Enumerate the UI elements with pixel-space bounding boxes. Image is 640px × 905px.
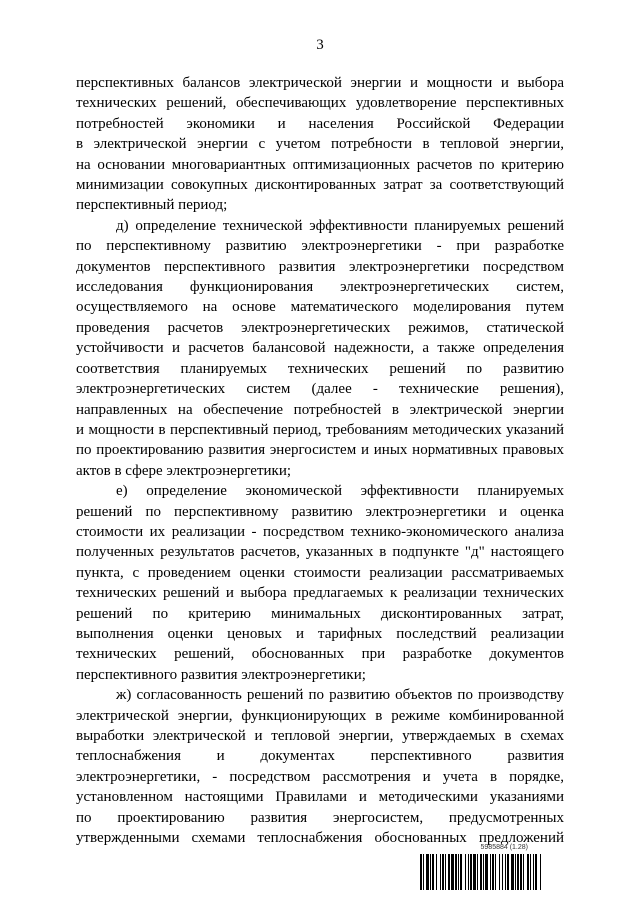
text-line: потребностей экономики и населения Российской Федерации xyxy=(76,115,564,132)
barcode-bar xyxy=(480,854,482,890)
barcode-bar xyxy=(445,854,446,890)
barcode-bar xyxy=(507,854,509,890)
text-line: полученных результатов расчетов, указанных в подпункте "д" настоящего xyxy=(76,544,564,561)
text-line: по проектированию развития энергосистем и иных нормативных правовых xyxy=(76,442,564,459)
barcode-bar xyxy=(430,854,431,890)
text-line: в электрической энергии с учетом потребности в тепловой энергии, xyxy=(76,136,564,153)
barcode-bar xyxy=(523,854,524,890)
text-line: документов перспективного развития электроэнергетики посредством xyxy=(76,258,564,275)
barcode-bar xyxy=(490,854,491,890)
text-line: пункта, с проведением оценки стоимости реализации рассматриваемых xyxy=(76,564,564,581)
text-line: решений по критерию минимальных дисконтированных затрат, xyxy=(76,605,564,622)
text-line: минимизации совокупных дисконтированных затрат за соответствующий xyxy=(76,177,564,194)
text-line: исследования функционирования электроэнергетических систем, xyxy=(76,279,564,296)
text-line: технических решений, обоснованных при разработке документов xyxy=(76,646,564,663)
text-line: электроэнергетики, - посредством рассмотрения и учета в порядке, xyxy=(76,768,564,785)
text-line: по проектированию развития энергосистем, предусмотренных xyxy=(76,809,564,826)
text-line: и мощности в перспективный период, требованиям методических указаний xyxy=(76,421,564,438)
barcode-bar xyxy=(465,854,466,890)
text-line: теплоснабжения и документах перспективного развития xyxy=(76,748,564,765)
barcode-bar xyxy=(468,854,469,890)
text-line: перспективный период; xyxy=(76,197,228,214)
barcode-bar xyxy=(520,854,522,890)
barcode-bar xyxy=(485,854,488,890)
barcode-bar xyxy=(527,854,529,890)
text-line: электроэнергетических систем (далее - технические решения), xyxy=(76,381,564,398)
text-line: д) определение технической эффективности планируемых решений xyxy=(116,217,564,234)
text-line: установленном настоящими Правилами и методическими указаниями xyxy=(76,789,564,806)
barcode-bar xyxy=(440,854,441,890)
text-line: по перспективному развитию электроэнергетики - при разработке xyxy=(76,238,564,255)
text-line: устойчивости и расчетов балансовой надежности, а также определения xyxy=(76,340,564,357)
text-line: решений по перспективному развитию электроэнергетики и оценка xyxy=(76,503,564,520)
barcode-bar xyxy=(442,854,444,890)
barcode-bar xyxy=(515,854,516,890)
text-line: технических решений и выбора предлагаемых к реализации технических xyxy=(76,585,564,602)
barcode-bar xyxy=(535,854,537,890)
barcode-bar xyxy=(530,854,531,890)
text-line: выработки электрической и тепловой энергии, утверждаемых в схемах xyxy=(76,728,564,744)
barcode-bar xyxy=(436,854,437,890)
text-line: проведения расчетов электроэнергетических режимов, статической xyxy=(76,319,564,336)
text-line: направленных на обеспечение потребностей в электрической энергии xyxy=(76,401,564,418)
barcode-bar xyxy=(448,854,450,890)
text-line: технических решений, обеспечивающих удовлетворение перспективных xyxy=(76,95,564,112)
barcode-bar xyxy=(473,854,476,890)
barcode-bar xyxy=(477,854,478,890)
barcode-bar xyxy=(458,854,459,890)
barcode-bar xyxy=(470,854,472,890)
paragraph-e xyxy=(76,481,564,685)
stamp-code: 5985884 (1.28) xyxy=(480,844,528,851)
text-line: перспективных балансов электрической энергии и мощности и выбора xyxy=(76,75,564,91)
text-line: стоимости их реализации - посредством технико-экономического анализа xyxy=(76,523,564,540)
text-line: е) определение экономической эффективности планируемых xyxy=(116,483,564,500)
barcode-bar xyxy=(455,854,457,890)
barcode-bar xyxy=(483,854,484,890)
barcode-bar xyxy=(517,854,519,890)
text-line: осуществляемого на основе математического моделирования путем xyxy=(76,299,564,316)
barcode-bar xyxy=(420,854,422,890)
text-line: соответствия планируемых технических решений по развитию xyxy=(76,360,564,377)
text-line: перспективного развития электроэнергетики; xyxy=(76,666,366,683)
barcode-bar xyxy=(502,854,503,890)
barcode-bar xyxy=(423,854,424,890)
text-line: актов в сфере электроэнергетики; xyxy=(76,462,292,479)
text-line: на основании многовариантных оптимизационных расчетов по критерию xyxy=(76,156,564,173)
text-line: утвержденными схемами теплоснабжения обоснованных предложений xyxy=(76,830,564,847)
barcode-bar xyxy=(451,854,454,890)
paragraph-1 xyxy=(76,73,564,216)
barcode-bar xyxy=(499,854,500,890)
barcode-bar xyxy=(540,854,541,890)
paragraph-zh xyxy=(76,685,564,848)
barcode-bar xyxy=(492,854,494,890)
barcode-bar xyxy=(511,854,514,890)
document-body xyxy=(76,73,564,848)
document-stamp xyxy=(420,844,565,892)
barcode-bar xyxy=(495,854,496,890)
barcode-icon xyxy=(420,854,565,890)
text-line: электрической энергии, функционирующих в режиме комбинированной xyxy=(76,707,564,724)
barcode-bar xyxy=(533,854,534,890)
barcode-bar xyxy=(505,854,506,890)
text-line: ж) согласованность решений по развитию объектов по производству xyxy=(116,687,564,704)
barcode-bar xyxy=(426,854,429,890)
barcode-bar xyxy=(460,854,462,890)
page-number: 3 xyxy=(316,37,324,53)
text-line: выполнения оценки ценовых и тарифных последствий реализации xyxy=(76,625,564,642)
barcode-bar xyxy=(432,854,434,890)
paragraph-d xyxy=(76,216,564,481)
